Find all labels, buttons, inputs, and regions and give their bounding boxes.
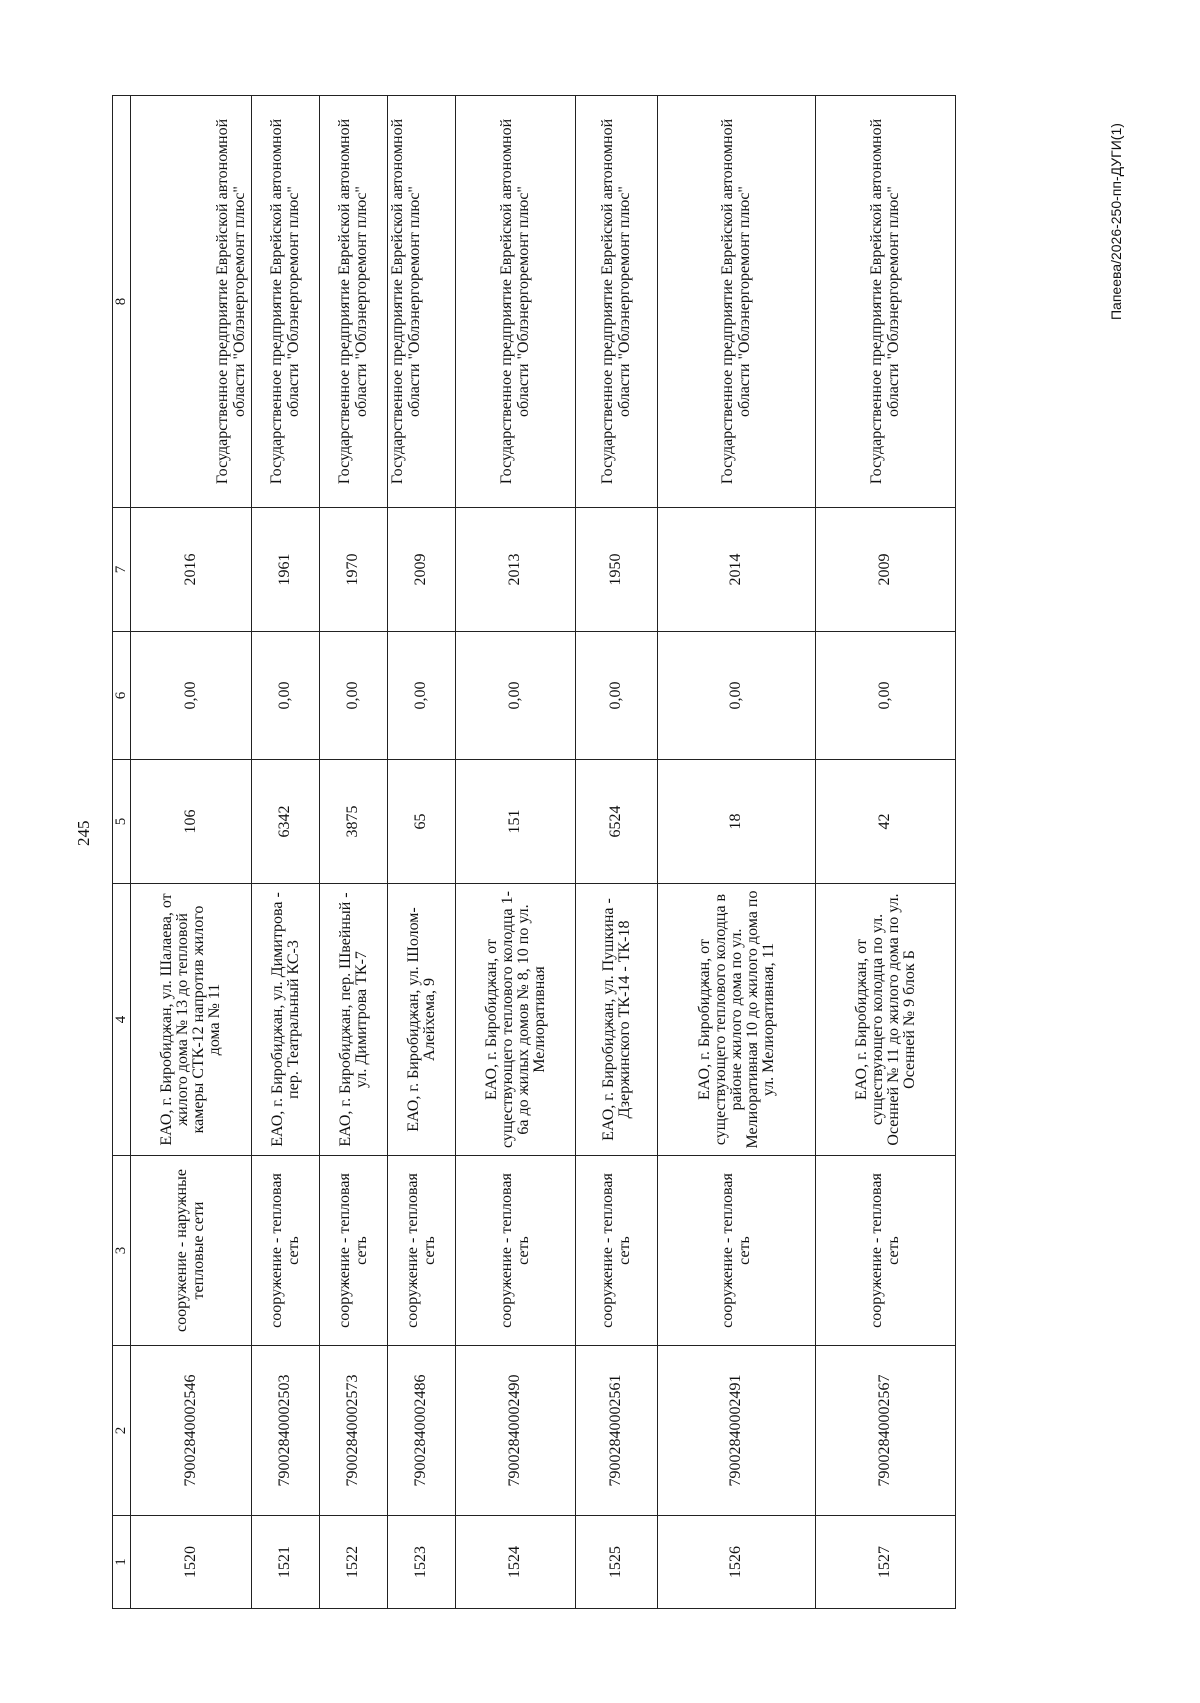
object-address: ЕАО, г. Биробиджан, от существующего колодца по ул. Осенней № 11 до жилого дома по ул. Осенней № 9 блок Б <box>816 884 956 1156</box>
object-length: 151 <box>456 760 576 884</box>
object-type: сооружение - тепловая сеть <box>816 1156 956 1346</box>
object-year: 2016 <box>131 508 252 632</box>
object-year: 1970 <box>320 508 388 632</box>
object-type: сооружение - тепловая сеть <box>252 1156 320 1346</box>
object-length: 6342 <box>252 760 320 884</box>
object-year: 2009 <box>816 508 956 632</box>
table-row <box>320 96 388 1609</box>
object-type: сооружение - тепловая сеть <box>456 1156 576 1346</box>
row-number: 1527 <box>816 1516 956 1609</box>
object-type: сооружение - тепловая сеть <box>658 1156 816 1346</box>
cadastral-number: 79002840002486 <box>388 1346 456 1516</box>
object-type: сооружение - тепловая сеть <box>320 1156 388 1346</box>
cadastral-number: 79002840002561 <box>576 1346 658 1516</box>
object-value: 0,00 <box>252 632 320 760</box>
object-length: 106 <box>131 760 252 884</box>
object-address: ЕАО, г. Биробиджан, ул. Димитрова - пер. Театральный КС-3 <box>252 884 320 1156</box>
table-row <box>388 96 456 1609</box>
object-value: 0,00 <box>388 632 456 760</box>
row-number: 1524 <box>456 1516 576 1609</box>
table-row <box>658 96 816 1609</box>
object-value: 0,00 <box>131 632 252 760</box>
row-number: 1523 <box>388 1516 456 1609</box>
object-length: 3875 <box>320 760 388 884</box>
object-year: 1961 <box>252 508 320 632</box>
row-number: 1522 <box>320 1516 388 1609</box>
table-row <box>131 96 252 1609</box>
header-cell: 2 <box>113 1346 131 1516</box>
object-owner: Государственное предприятие Еврейской автономной области "Облэнергоремонт плюс" <box>816 96 956 508</box>
cadastral-number: 79002840002503 <box>252 1346 320 1516</box>
rotated-table-container <box>112 96 955 1609</box>
object-length: 65 <box>388 760 456 884</box>
property-register-table <box>112 95 956 1609</box>
object-value: 0,00 <box>456 632 576 760</box>
object-owner: Государственное предприятие Еврейской автономной области "Облэнергоремонт плюс" <box>456 96 576 508</box>
row-number: 1525 <box>576 1516 658 1609</box>
table-row <box>576 96 658 1609</box>
object-owner: Государственное предприятие Еврейской автономной области "Облэнергоремонт плюс" <box>320 96 388 508</box>
object-owner: Государственное предприятие Еврейской автономной области "Облэнергоремонт плюс" <box>658 96 816 508</box>
object-address: ЕАО, г. Биробиджан, ул. Шалаева, от жилого дома № 13 до тепловой камеры СТК-12 напротив жилого дома № 11 <box>131 884 252 1156</box>
page-number: 245 <box>74 820 93 846</box>
header-cell: 1 <box>113 1516 131 1609</box>
object-length: 6524 <box>576 760 658 884</box>
object-type: сооружение - тепловая сеть <box>388 1156 456 1346</box>
object-year: 2009 <box>388 508 456 632</box>
object-value: 0,00 <box>576 632 658 760</box>
object-address: ЕАО, г. Биробиджан, ул. Шолом- Алейхема, 9 <box>388 884 456 1156</box>
object-owner: Государственное предприятие Еврейской автономной области "Облэнергоремонт плюс" <box>252 96 320 508</box>
header-cell: 8 <box>113 96 131 508</box>
row-number: 1521 <box>252 1516 320 1609</box>
header-cell: 3 <box>113 1156 131 1346</box>
object-address: ЕАО, г. Биробиджан, от существующего теплового колодца в районе жилого дома по ул. Мелиоративная 10 до жилого дома по ул. Мелиоративная, 11 <box>658 884 816 1156</box>
cadastral-number: 79002840002573 <box>320 1346 388 1516</box>
object-value: 0,00 <box>320 632 388 760</box>
row-number: 1526 <box>658 1516 816 1609</box>
object-length: 42 <box>816 760 956 884</box>
object-year: 2014 <box>658 508 816 632</box>
object-owner: Государственное предприятие Еврейской автономной области "Облэнергоремонт плюс" <box>576 96 658 508</box>
header-cell: 7 <box>113 508 131 632</box>
object-address: ЕАО, г. Биробиджан, пер. Швейный - ул. Димитрова ТК-7 <box>320 884 388 1156</box>
row-number: 1520 <box>131 1516 252 1609</box>
object-owner: Государственное предприятие Еврейской автономной области "Облэнергоремонт плюс" <box>131 96 252 508</box>
object-year: 1950 <box>576 508 658 632</box>
cadastral-number: 79002840002546 <box>131 1346 252 1516</box>
header-cell: 6 <box>113 632 131 760</box>
cadastral-number: 79002840002567 <box>816 1346 956 1516</box>
header-cell: 5 <box>113 760 131 884</box>
header-cell: 4 <box>113 884 131 1156</box>
table-row <box>456 96 576 1609</box>
object-value: 0,00 <box>658 632 816 760</box>
cadastral-number: 79002840002490 <box>456 1346 576 1516</box>
object-owner: Государственное предприятие Еврейской автономной области "Облэнергоремонт плюс" <box>388 96 456 508</box>
object-address: ЕАО, г. Биробиджан, от существующего теплового колодца 1-6а до жилых домов № 8, 10 по ул. Мелиоративная <box>456 884 576 1156</box>
object-type: сооружение - наружные тепловые сети <box>131 1156 252 1346</box>
object-address: ЕАО, г. Биробиджан, ул. Пушкина - Дзержинского ТК-14 - ТК-18 <box>576 884 658 1156</box>
object-length: 18 <box>658 760 816 884</box>
object-value: 0,00 <box>816 632 956 760</box>
header-row <box>113 96 131 1609</box>
document-footer-reference: Папеева/2026-250-пп-ДУГИ(1) <box>1108 123 1124 320</box>
cadastral-number: 79002840002491 <box>658 1346 816 1516</box>
object-type: сооружение - тепловая сеть <box>576 1156 658 1346</box>
object-year: 2013 <box>456 508 576 632</box>
table-row <box>816 96 956 1609</box>
table-row <box>252 96 320 1609</box>
